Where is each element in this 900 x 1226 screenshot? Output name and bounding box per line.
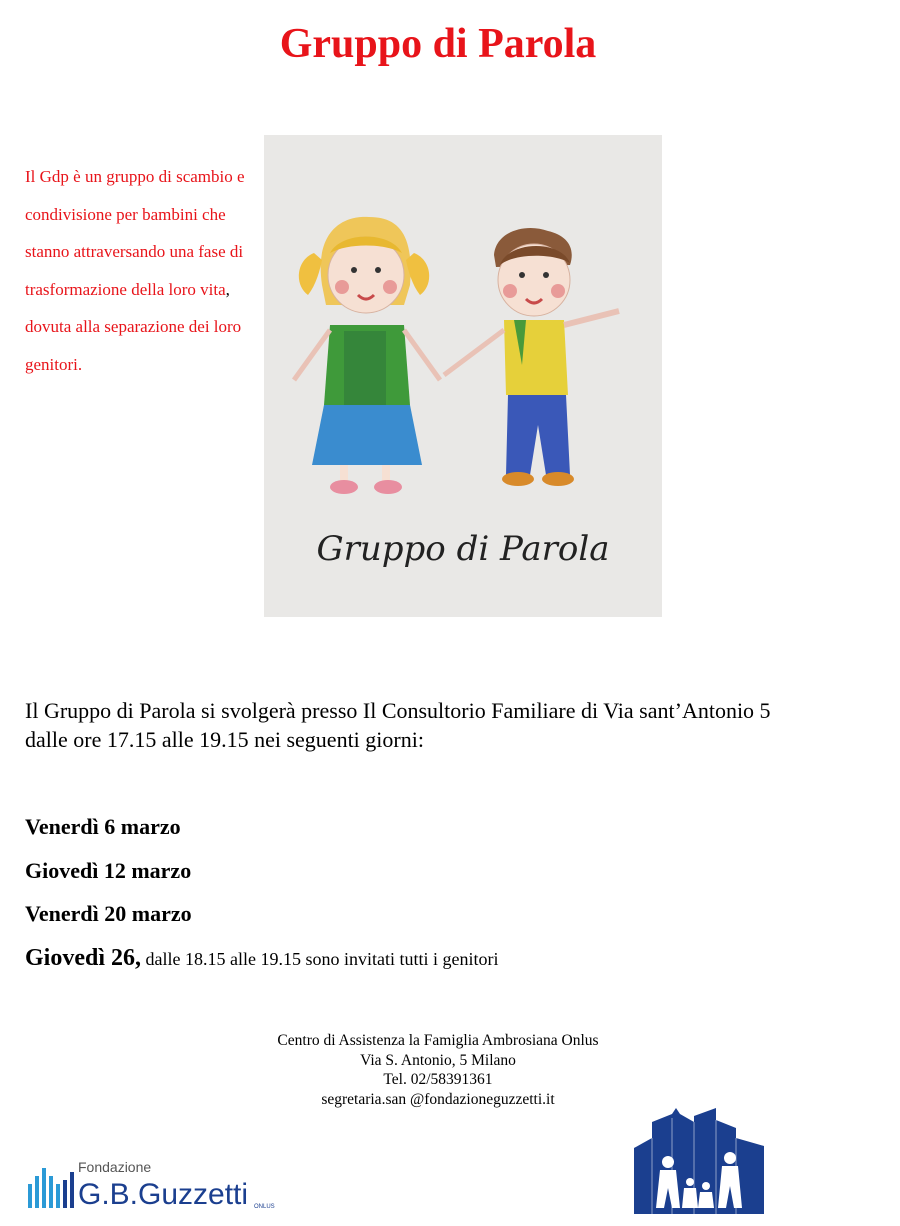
guzzetti-logo-mark [28,1158,288,1212]
date-note: dalle 18.15 alle 19.15 sono invitati tutti i genitori [141,948,499,969]
children-drawing [264,135,662,617]
page-title: Gruppo di Parola [279,21,597,67]
logo-onlus-text: ONLUS [254,1204,275,1210]
logo-guzzetti-text: G.B.Guzzetti [78,1178,249,1211]
date-label: Giovedì 12 marzo [25,857,192,883]
intro-text-end: dovuta alla separazione dei loro genitori. [25,317,242,374]
info-paragraph [25,696,885,754]
date-label: Venerdì 6 marzo [25,814,181,839]
footer-address: Via S. Antonio, 5 Milano [360,1051,516,1069]
date-item [25,812,498,856]
date-label: Venerdì 20 marzo [25,901,192,926]
footer-email: segretaria.san @fondazioneguzzetti.it [321,1090,555,1108]
date-label: Giovedì 26, [25,944,142,971]
footer-phone: Tel. 02/58391361 [383,1071,493,1088]
drawing-caption: Gruppo di Parola [316,529,610,569]
info-line-2: dalle ore 17.15 alle 19.15 nei seguenti giorni: [25,727,424,752]
date-item [25,943,498,987]
family-logo-mark [632,1108,766,1214]
intro-text: Il Gdp è un gruppo di scambio e condivisione per bambini che stanno attraversando una fase di trasformazione della loro vita [25,167,245,299]
intro-comma: , [225,279,230,299]
footer-contact [200,1031,676,1109]
children-drawing-illustration [264,135,662,617]
info-line-1: Il Gruppo di Parola si svolgerà presso Il Consultorio Familiare di Via sant’Antonio 5 [25,698,771,723]
footer-org: Centro di Assistenza la Famiglia Ambrosiana Onlus [277,1032,599,1049]
intro-paragraph [25,158,265,383]
dates-list [25,812,498,986]
date-item [25,856,498,900]
family-logo [632,1108,766,1214]
date-item [25,899,498,943]
guzzetti-logo [28,1158,288,1212]
logo-fondazione-text: Fondazione [78,1159,152,1175]
